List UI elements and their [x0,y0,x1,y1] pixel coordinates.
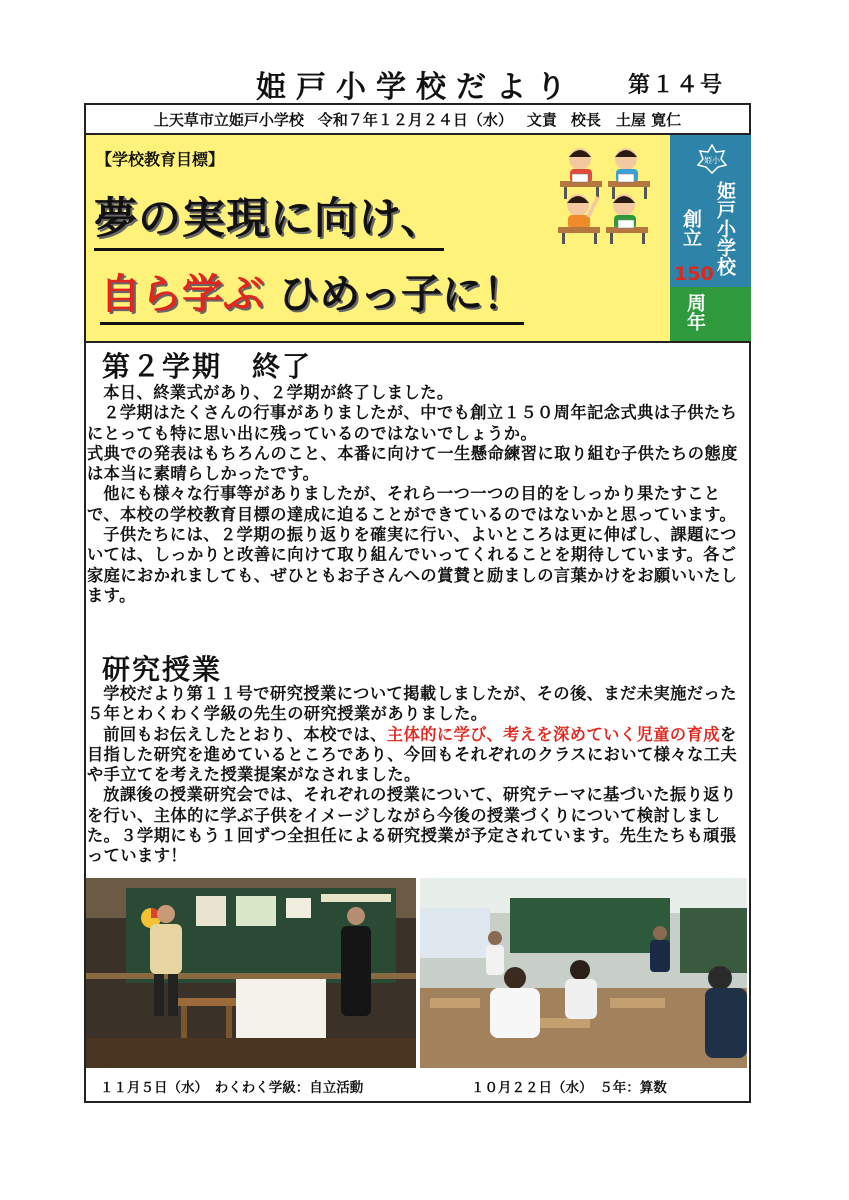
classroom-photo-right [420,878,747,1068]
school-name: 上天草市立姫戸小学校 [153,110,304,129]
photo-wakuwaku-class [86,878,416,1068]
school-emblem-icon [696,143,728,175]
photo-caption-left: １１月５日（水） わくわく学級：自立活動 [100,1080,364,1096]
goal-banner [86,135,749,343]
author-label: 文責 [526,110,557,129]
issue-number: 第１４号 [628,72,725,98]
section1-body [87,383,751,606]
emblem-text: 姫小 [704,156,720,165]
goal-tag: 【学校教育目標】 [96,150,225,169]
goal-headline-line2 [100,261,524,325]
section2-p2-before: 前回もお伝えしたとおり、本校では、 [103,724,387,744]
anniversary-number: 150 [674,263,714,285]
photo-grade5-math [420,878,747,1068]
anniversary-years: 周年 [684,293,706,331]
anniversary-panel [670,135,751,341]
classroom-photo-left [86,878,416,1068]
section1-paragraph: 式典での発表はもちろんのこと、本番に向けて一生懸命練習に取り組む子供たちの態度は本当に素晴らしかったです。 [87,443,738,484]
section2-body [87,684,751,867]
section2-paragraph [87,725,751,786]
newsletter-title: 姫戸小学校だより [256,70,576,105]
issue-date: 令和７年１２月２４日（水） [317,110,513,129]
meta-row [86,105,749,135]
anniversary-founded: 創立 [680,209,702,247]
goal-headline-red: 自ら学ぶ [100,270,264,318]
author-name: 校長 土屋 寛仁 [570,110,682,129]
section1-paragraph: 他にも様々な行事等がありましたが、それら一つ一つの目的をしっかり果たすことで、本校の学校教育目標の達成に迫ることができているのではないかと思っています。 [87,484,737,524]
anniversary-green-block [670,287,751,341]
photo-caption-right: １０月２２日（水） ５年：算数 [471,1080,667,1096]
section1-paragraph: 子供たちには、２学期の振り返りを確実に行い、よいところは更に伸ばし、課題については、しっかりと改善に向けて取り組んでいってくれることを期待しています。各ご家庭におかれましても、ぜひともお子さんへの賞賛と励ましの言葉かけをお願いいたします。 [87,525,738,605]
newsletter-title-bar [0,62,849,105]
classroom-kids-illustration [552,141,662,245]
goal-headline-rest: ひめっ子に！ [278,270,524,318]
section2-p2-highlight: 主体的に学び、考えを深めていく児童の育成 [386,724,720,744]
section2-p2-after: を目指した研究を進めているところであり、今回もそれぞれのクラスにおいて様々な工夫や手立てを考えた授業提案がなされました。 [87,724,738,785]
anniversary-school-name: 姫戸小学校 [714,181,736,276]
banner-background [86,135,670,341]
goal-headline-line1: 夢の実現に向け、 [94,185,444,251]
section2-paragraph: 放課後の授業研究会では、それぞれの授業について、研究テーマに基づいた振り返りを行い、主体的に学ぶ子供をイメージしながら今後の授業づくりについて検討しました。３学期にもう１回ずつ全担任による研究授業が予定されています。先生たちも頑張っています！ [87,785,737,866]
section-heading-research-lesson: 研究授業 [102,653,223,686]
section-heading-term-end: 第２学期 終了 [102,350,313,383]
section2-paragraph: 学校だより第１１号で研究授業について掲載しましたが、その後、まだ未実施だった５年とわくわく学級の先生の研究授業がありました。 [87,684,737,724]
section1-paragraph: 本日、終業式があり、２学期が終了しました。 [103,383,454,402]
section1-paragraph: ２学期はたくさんの行事がありましたが、中でも創立１５０周年記念式典は子供たちにとっても特に思い出に残っているのではないでしょうか。 [87,403,738,443]
